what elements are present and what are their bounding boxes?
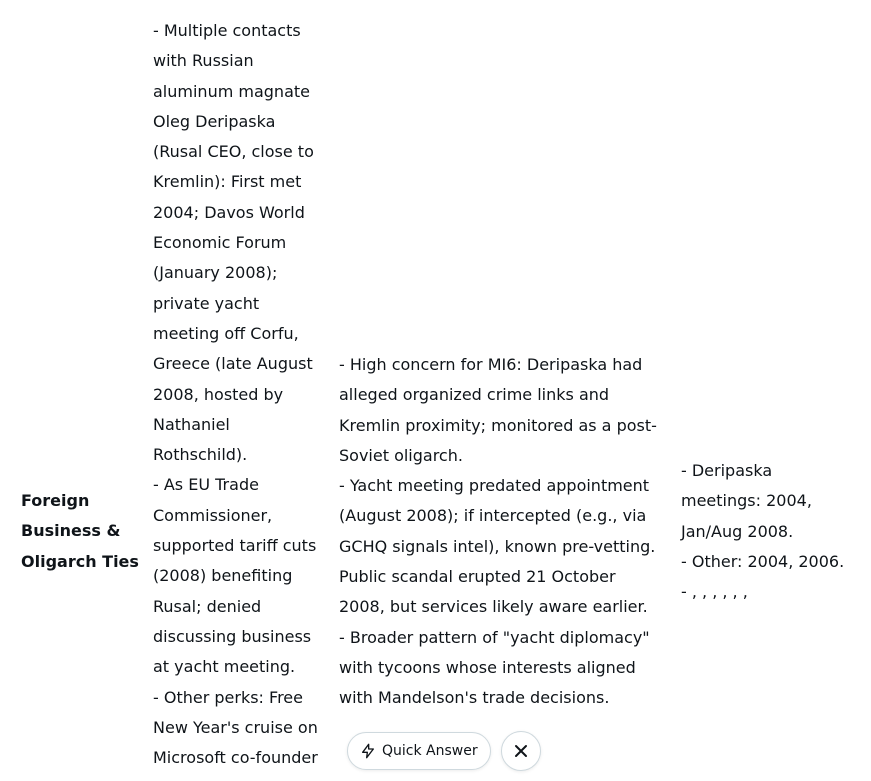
details-line: (Rusal CEO, close to: [153, 142, 314, 162]
concern-line: 2008, but services likely aware earlier.: [339, 597, 648, 617]
details-line: with Russian: [153, 51, 254, 71]
close-icon: [514, 744, 528, 758]
concern-line: Kremlin proximity; monitored as a post-: [339, 415, 657, 435]
concern-line: - Yacht meeting predated appointment: [339, 476, 650, 496]
details-line: Commissioner,: [153, 505, 273, 525]
details-line: - As EU Trade: [153, 475, 259, 495]
concern-line: with Mandelson's trade decisions.: [339, 688, 610, 708]
concern-line: Public scandal erupted 21 October: [339, 567, 616, 587]
floating-actions: [347, 731, 541, 771]
timeline-line: - Other: 2004, 2006.: [681, 551, 845, 571]
quick-answer-label: Quick Answer: [382, 743, 478, 759]
details-line: Nathaniel: [153, 414, 230, 434]
concern-line: Soviet oligarch.: [339, 445, 463, 465]
details-line: at yacht meeting.: [153, 657, 296, 677]
details-cell: [153, 16, 331, 773]
concern-line: (August 2008); if intercepted (e.g., via: [339, 506, 647, 526]
details-line: private yacht: [153, 293, 260, 313]
row-label-line: Business &: [21, 521, 121, 541]
concern-cell: [339, 350, 669, 714]
details-line: discussing business: [153, 626, 312, 646]
details-line: aluminum magnate: [153, 81, 310, 101]
details-line: 2008, hosted by: [153, 384, 284, 404]
concern-line: - High concern for MI6: Deripaska had: [339, 355, 643, 374]
details-line: Microsoft co-founder: [153, 748, 318, 768]
details-line: New Year's cruise on: [153, 717, 318, 737]
concern-line: alleged organized crime links and: [339, 385, 610, 405]
details-line: 2004; Davos World: [153, 202, 305, 222]
details-line: Rusal; denied: [153, 596, 262, 616]
close-button[interactable]: [501, 731, 541, 771]
bolt-icon: [360, 743, 376, 759]
concern-line: GCHQ signals intel), known pre-vetting.: [339, 536, 656, 556]
row-label-line: Oligarch Ties: [21, 551, 139, 571]
details-line: Kremlin): First met: [153, 172, 302, 192]
timeline-line: - Deripaska: [681, 461, 773, 480]
details-line: supported tariff cuts: [153, 536, 317, 556]
timeline-line: meetings: 2004,: [681, 491, 812, 511]
quick-answer-button[interactable]: [347, 732, 491, 770]
details-line: Greece (late August: [153, 354, 313, 374]
details-line: - Multiple contacts: [153, 21, 301, 40]
timeline-cell: [681, 456, 863, 607]
details-line: Oleg Deripaska: [153, 111, 276, 131]
concern-line: - Broader pattern of "yacht diplomacy": [339, 627, 650, 647]
details-line: (2008) benefiting: [153, 566, 293, 586]
row-label-cell: [21, 486, 139, 577]
row-label-line: Foreign: [21, 491, 90, 510]
details-line: (January 2008);: [153, 263, 278, 283]
details-line: Rothschild).: [153, 445, 248, 465]
timeline-line: Jan/Aug 2008.: [681, 521, 794, 541]
details-line: - Other perks: Free: [153, 687, 303, 707]
details-line: Economic Forum: [153, 233, 287, 253]
concern-line: with tycoons whose interests aligned: [339, 657, 636, 677]
details-line: meeting off Corfu,: [153, 323, 299, 343]
timeline-line: - , , , , , ,: [681, 582, 748, 602]
